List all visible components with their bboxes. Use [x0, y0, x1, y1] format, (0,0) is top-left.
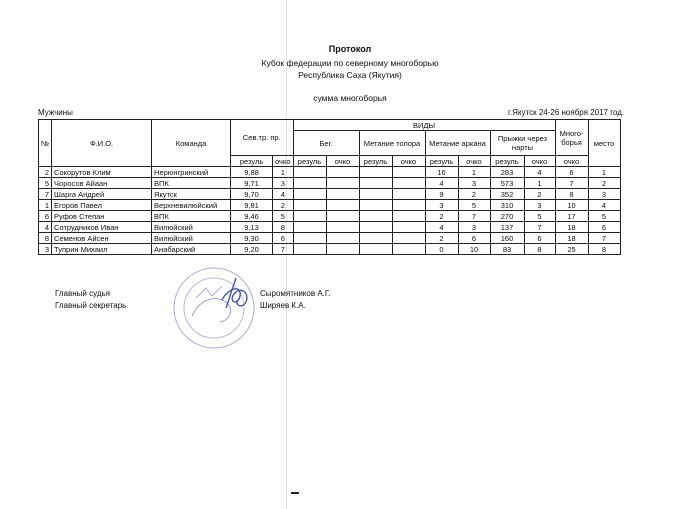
athlete-name-cell: Туприн Михаил	[52, 244, 152, 255]
run-points-cell	[326, 233, 359, 244]
axe-points-cell	[392, 189, 425, 200]
throw-result-cell: 9,71	[231, 178, 273, 189]
place-cell: 2	[588, 178, 620, 189]
team-name-cell: Нерюнгринский	[152, 167, 231, 178]
judge-label: Главный судья	[55, 289, 111, 298]
throw-points-cell: 8	[273, 222, 293, 233]
jump-points-cell: 8	[524, 244, 555, 255]
jump-points-cell: 1	[524, 178, 555, 189]
run-points-cell	[326, 244, 359, 255]
run-result-cell	[293, 211, 326, 222]
jump-result-cell: 573	[490, 178, 524, 189]
jump-result-cell: 310	[490, 200, 524, 211]
axe-result-cell	[359, 200, 392, 211]
jump-points-cell: 6	[524, 233, 555, 244]
col-place-header: место	[588, 120, 620, 167]
col-total-header: Много-борья	[555, 120, 588, 156]
jump-result-cell: 270	[490, 211, 524, 222]
axe-points-cell	[392, 244, 425, 255]
sub-points-header: очко	[273, 156, 293, 167]
lasso-points-cell: 1	[458, 167, 490, 178]
row-number-cell: 1	[39, 200, 52, 211]
place-cell: 5	[588, 211, 620, 222]
sub-points-header: очко	[524, 156, 555, 167]
lasso-result-cell: 2	[425, 233, 458, 244]
throw-points-cell: 6	[273, 233, 293, 244]
total-points-cell: 6	[555, 167, 588, 178]
row-number-cell: 6	[39, 211, 52, 222]
run-result-cell	[293, 189, 326, 200]
team-name-cell: ВПК	[152, 211, 231, 222]
events-group-header: ВИДЫ	[293, 120, 555, 131]
axe-points-cell	[392, 200, 425, 211]
col-throw-header: Сев.тр. пр.	[231, 120, 293, 156]
throw-result-cell: 9,88	[231, 167, 273, 178]
place-cell: 3	[588, 189, 620, 200]
sub-points-header: очко	[458, 156, 490, 167]
region-name: Республика Саха (Якутия)	[298, 70, 402, 80]
sub-result-header: резуль	[490, 156, 524, 167]
throw-points-cell: 5	[273, 211, 293, 222]
lasso-points-cell: 10	[458, 244, 490, 255]
run-points-cell	[326, 222, 359, 233]
jump-points-cell: 4	[524, 167, 555, 178]
sub-points-header: очко	[392, 156, 425, 167]
secretary-name: Ширяев К.А.	[260, 301, 306, 310]
jump-points-cell: 7	[524, 222, 555, 233]
col-lasso-header: Метание аркана	[425, 131, 490, 156]
athlete-name-cell: Сотрудников Иван	[52, 222, 152, 233]
table-row	[39, 233, 621, 244]
jump-result-cell: 160	[490, 233, 524, 244]
table-row	[39, 222, 621, 233]
col-axe-header: Метание топора	[359, 131, 425, 156]
team-name-cell: Анабарский	[152, 244, 231, 255]
athlete-name-cell: Семенов Айсен	[52, 233, 152, 244]
row-number-cell: 3	[39, 244, 52, 255]
jump-points-cell: 5	[524, 211, 555, 222]
page-edge-mark	[291, 492, 299, 494]
lasso-result-cell: 9	[425, 189, 458, 200]
table-row	[39, 211, 621, 222]
results-table	[38, 119, 621, 255]
axe-result-cell	[359, 211, 392, 222]
throw-result-cell: 9,81	[231, 200, 273, 211]
run-points-cell	[326, 167, 359, 178]
total-points-cell: 25	[555, 244, 588, 255]
run-points-cell	[326, 211, 359, 222]
row-number-cell: 8	[39, 233, 52, 244]
team-name-cell: Верхневилюйский	[152, 200, 231, 211]
document-title: Протокол	[328, 44, 372, 54]
lasso-result-cell: 3	[425, 200, 458, 211]
total-points-cell: 18	[555, 233, 588, 244]
axe-result-cell	[359, 233, 392, 244]
total-points-cell: 10	[555, 200, 588, 211]
throw-result-cell: 9,46	[231, 211, 273, 222]
team-name-cell: ВПК	[152, 178, 231, 189]
axe-points-cell	[392, 178, 425, 189]
col-jump-header: Прыжки через нарты	[490, 131, 555, 156]
throw-points-cell: 7	[273, 244, 293, 255]
axe-result-cell	[359, 222, 392, 233]
throw-points-cell: 1	[273, 167, 293, 178]
lasso-result-cell: 0	[425, 244, 458, 255]
sub-points-header: очко	[555, 156, 588, 167]
throw-result-cell: 9,20	[231, 244, 273, 255]
throw-result-cell: 9,70	[231, 189, 273, 200]
lasso-points-cell: 6	[458, 233, 490, 244]
row-number-cell: 5	[39, 178, 52, 189]
lasso-result-cell: 4	[425, 178, 458, 189]
axe-points-cell	[392, 167, 425, 178]
round-seal-icon	[170, 258, 266, 354]
place-cell: 6	[588, 222, 620, 233]
table-row	[39, 167, 621, 178]
athlete-name-cell: Шарга Андрей	[52, 189, 152, 200]
throw-result-cell: 9,13	[231, 222, 273, 233]
run-result-cell	[293, 222, 326, 233]
run-points-cell	[326, 200, 359, 211]
place-cell: 8	[588, 244, 620, 255]
total-points-cell: 8	[555, 189, 588, 200]
place-cell: 1	[588, 167, 620, 178]
total-points-cell: 7	[555, 178, 588, 189]
jump-result-cell: 83	[490, 244, 524, 255]
run-result-cell	[293, 167, 326, 178]
table-row	[39, 200, 621, 211]
athlete-name-cell: Егоров Павел	[52, 200, 152, 211]
lasso-points-cell: 5	[458, 200, 490, 211]
row-number-cell: 7	[39, 189, 52, 200]
axe-result-cell	[359, 167, 392, 178]
category-label: Мужчины	[38, 108, 73, 117]
total-points-cell: 17	[555, 211, 588, 222]
col-run-header: Бег.	[293, 131, 359, 156]
secretary-label: Главный секретарь	[55, 301, 127, 310]
throw-points-cell: 2	[273, 200, 293, 211]
lasso-points-cell: 3	[458, 222, 490, 233]
jump-result-cell: 352	[490, 189, 524, 200]
jump-result-cell: 283	[490, 167, 524, 178]
throw-points-cell: 4	[273, 189, 293, 200]
lasso-points-cell: 3	[458, 178, 490, 189]
place-cell: 4	[588, 200, 620, 211]
sub-result-header: резуль	[293, 156, 326, 167]
sub-result-header: резуль	[231, 156, 273, 167]
athlete-name-cell: Сокорутов Клим	[52, 167, 152, 178]
sub-result-header: резуль	[359, 156, 392, 167]
sub-result-header: резуль	[425, 156, 458, 167]
table-row	[39, 244, 621, 255]
results-body	[39, 167, 621, 255]
run-result-cell	[293, 178, 326, 189]
total-points-cell: 18	[555, 222, 588, 233]
col-team-header: Команда	[152, 120, 231, 167]
place-date: г.Якутск 24-26 ноября 2017 год.	[508, 108, 625, 117]
axe-points-cell	[392, 233, 425, 244]
col-name-header: Ф.И.О.	[52, 120, 152, 167]
axe-result-cell	[359, 178, 392, 189]
competition-name: Кубок федерации по северному многоборью	[261, 58, 439, 68]
lasso-result-cell: 16	[425, 167, 458, 178]
team-name-cell: Вилюйский	[152, 233, 231, 244]
sub-points-header: очко	[326, 156, 359, 167]
col-number-header: №	[39, 120, 52, 167]
axe-points-cell	[392, 211, 425, 222]
axe-result-cell	[359, 189, 392, 200]
table-row	[39, 178, 621, 189]
axe-result-cell	[359, 244, 392, 255]
table-row	[39, 189, 621, 200]
lasso-result-cell: 2	[425, 211, 458, 222]
run-points-cell	[326, 189, 359, 200]
jump-points-cell: 2	[524, 189, 555, 200]
protocol-type: сумма многоборья	[313, 93, 387, 103]
jump-points-cell: 3	[524, 200, 555, 211]
team-name-cell: Вилюйский	[152, 222, 231, 233]
team-name-cell: Якутск	[152, 189, 231, 200]
lasso-points-cell: 7	[458, 211, 490, 222]
run-result-cell	[293, 244, 326, 255]
throw-points-cell: 3	[273, 178, 293, 189]
row-number-cell: 2	[39, 167, 52, 178]
lasso-points-cell: 2	[458, 189, 490, 200]
row-number-cell: 4	[39, 222, 52, 233]
run-result-cell	[293, 233, 326, 244]
judge-name: Сыромятников А.Г.	[260, 289, 331, 298]
lasso-result-cell: 4	[425, 222, 458, 233]
run-points-cell	[326, 178, 359, 189]
run-result-cell	[293, 200, 326, 211]
axe-points-cell	[392, 222, 425, 233]
athlete-name-cell: Чоросов Айаан	[52, 178, 152, 189]
throw-result-cell: 9,30	[231, 233, 273, 244]
athlete-name-cell: Руфов Степан	[52, 211, 152, 222]
place-cell: 7	[588, 233, 620, 244]
jump-result-cell: 137	[490, 222, 524, 233]
